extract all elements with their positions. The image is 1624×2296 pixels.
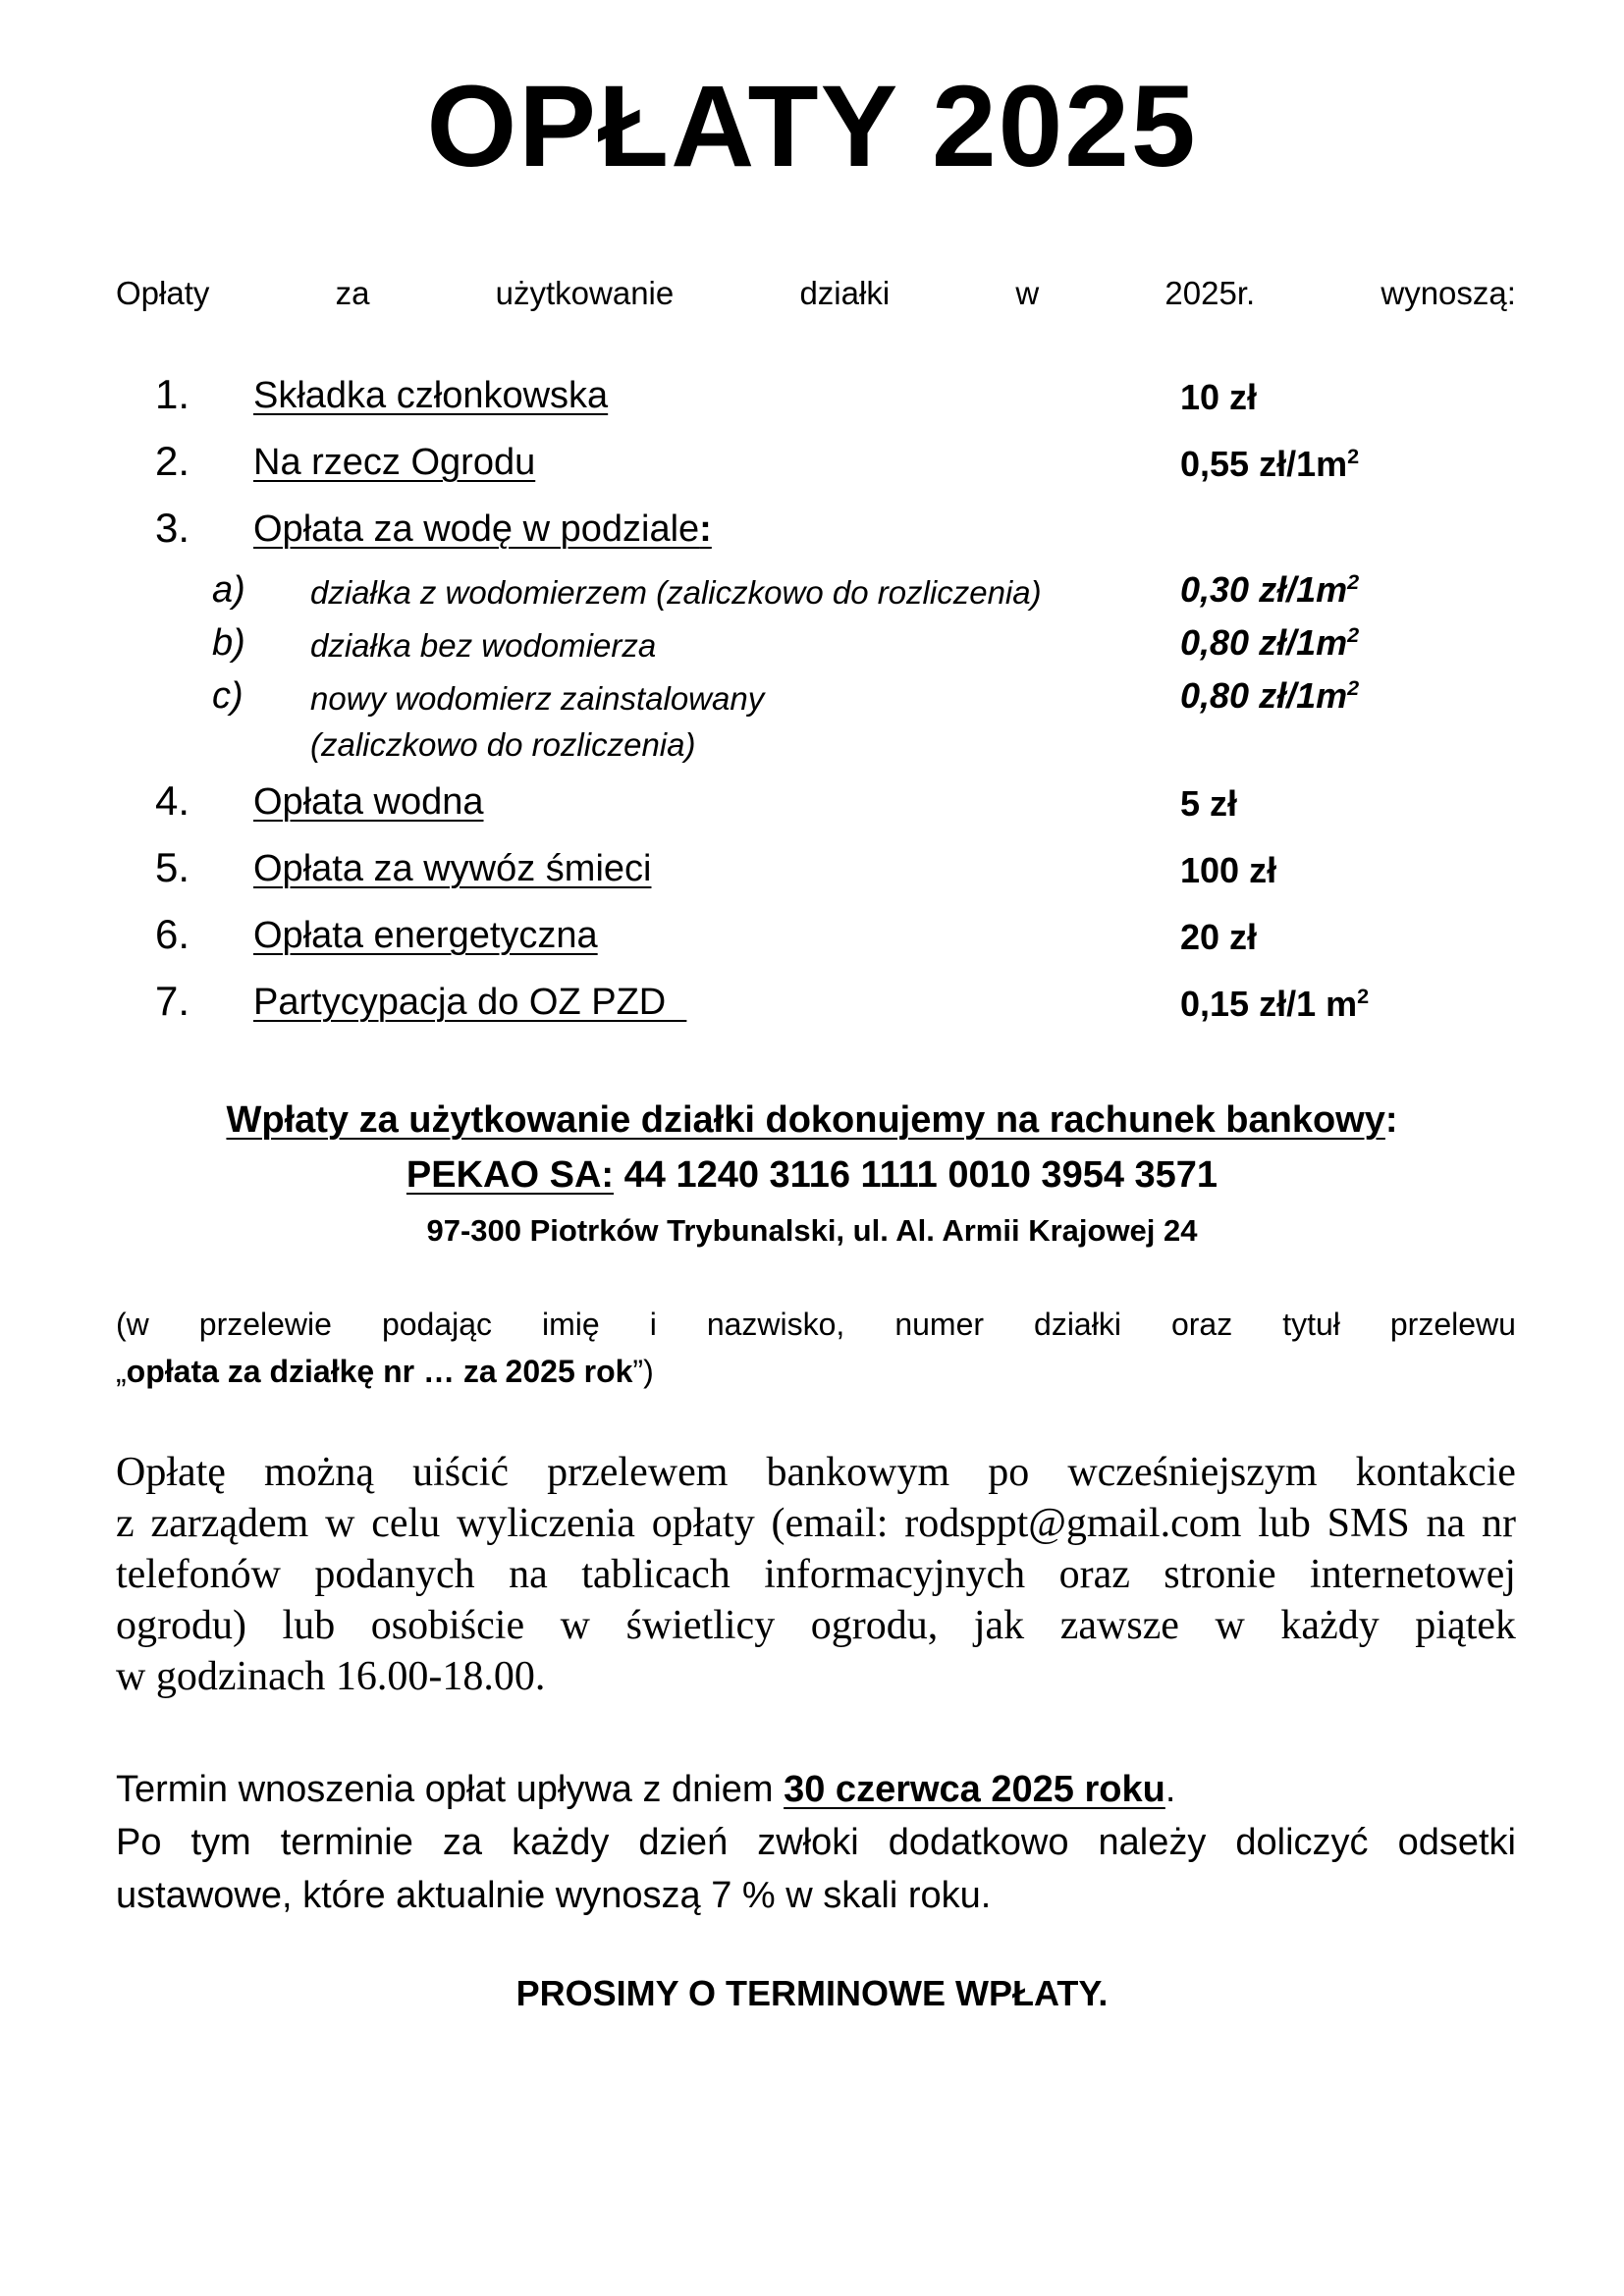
transfer-note-line-2: „opłata za działkę nr … za 2025 rok”) [116, 1354, 654, 1389]
subitem-label: działka bez wodomierza [310, 627, 657, 664]
payment-paragraph [116, 1447, 1516, 1702]
intro-word: działki [799, 275, 891, 311]
item-label: Opłata za wywóz śmieci [253, 848, 652, 889]
paragraph-line: Opłatę możną uiścić przelewem bankowym po wcześniejszym kontakcie [116, 1450, 1516, 1495]
subitem-value: 0,80 $zł/1m^2$ [1180, 675, 1360, 716]
paragraph-line: z zarządem w celu wyliczenia opłaty (email: rodsppt@gmail.com lub SMS na nr [116, 1501, 1516, 1546]
item-value: 0,55 $zł/1m^2$ [1180, 444, 1360, 484]
subitem-letter: a) [212, 569, 245, 611]
paragraph-line-last: w godzinach 16.00-18.00. [116, 1654, 546, 1699]
intro-line [116, 275, 1516, 312]
item-number: 3. [155, 505, 190, 551]
item-value: 100 zł [1180, 850, 1277, 890]
item-number: 5. [155, 844, 190, 890]
transfer-note [116, 1301, 1516, 1395]
intro-word: za [335, 275, 370, 311]
deadline-line-3: ustawowe, które aktualnie wynoszą 7 % w skali roku. [116, 1875, 992, 1916]
subitem-label: działka z wodomierzem (zaliczkowo do rozliczenia) [310, 574, 1042, 611]
intro-word: wynoszą: [1380, 275, 1516, 311]
paragraph-line: ogrodu) lub osobiście w świetlicy ogrodu, jak zawsze w każdy piątek [116, 1603, 1516, 1648]
closing-appeal: PROSIMY O TERMINOWE WPŁATY. [515, 1973, 1109, 2013]
subitem-value: 0,30 $zł/1m^2$ [1180, 569, 1360, 610]
intro-word: użytkowanie [495, 275, 675, 311]
deadline-line-2: Po tym terminie za każdy dzień zwłoki dodatkowo należy doliczyć odsetki [116, 1822, 1516, 1863]
bank-name: PEKAO SA: [406, 1154, 615, 1196]
deadline-date: 30 czerwca 2025 roku [784, 1769, 1165, 1810]
item-label: Partycypacja do OZ PZD [253, 982, 687, 1023]
subitem-label-continuation: (zaliczkowo do rozliczenia) [310, 726, 696, 763]
intro-word: 2025r. [1164, 275, 1256, 311]
page-title: OPŁATY 2025 [426, 62, 1198, 191]
item-number: 4. [155, 777, 190, 824]
subitem-label: nowy wodomierz zainstalowany [310, 680, 765, 717]
item-label: Składka członkowska [253, 375, 609, 416]
subitem-value: 0,80 $zł/1m^2$ [1180, 622, 1360, 663]
item-value: 10 zł [1180, 377, 1258, 417]
deadline-line-1: Termin wnoszenia opłat upływa z dniem 30 czerwca 2025 roku. [116, 1769, 1176, 1810]
deadline-section [116, 1763, 1516, 1922]
item-label: Opłata wodna [253, 781, 484, 823]
item-value: 20 zł [1180, 917, 1258, 957]
item-number: 6. [155, 911, 190, 957]
transfer-note-line-1: (w przelewie podając imię i nazwisko, numer działki oraz tytuł przelewu [116, 1307, 1516, 1342]
bank-heading: Wpłaty za użytkowanie działki dokonujemy na rachunek bankowy: [226, 1099, 1398, 1141]
item-value: 0,15 zł/1 $m^2$ [1180, 984, 1370, 1024]
item-label: Na rzecz Ogrodu [253, 442, 536, 483]
intro-word: w [1015, 275, 1040, 311]
item-number: 1. [155, 371, 190, 417]
subitem-letter: b) [212, 622, 245, 664]
bank-address: 97-300 Piotrków Trybunalski, ul. Al. Armii Krajowej 24 [426, 1213, 1198, 1248]
item-number: 2. [155, 438, 190, 484]
account-number: 44 1240 3116 1111 0010 3954 3571 [614, 1154, 1218, 1196]
intro-word: Opłaty [116, 275, 210, 311]
item-label: Opłata energetyczna [253, 915, 598, 956]
bank-account [0, 1154, 1624, 1197]
item-label: Opłata za wodę w podziale: [253, 508, 712, 550]
item-number: 7. [155, 978, 190, 1024]
paragraph-line: telefonów podanych na tablicach informacyjnych oraz stronie internetowej [116, 1552, 1516, 1597]
subitem-letter: c) [212, 675, 244, 717]
item-value: 5 zł [1180, 783, 1238, 824]
